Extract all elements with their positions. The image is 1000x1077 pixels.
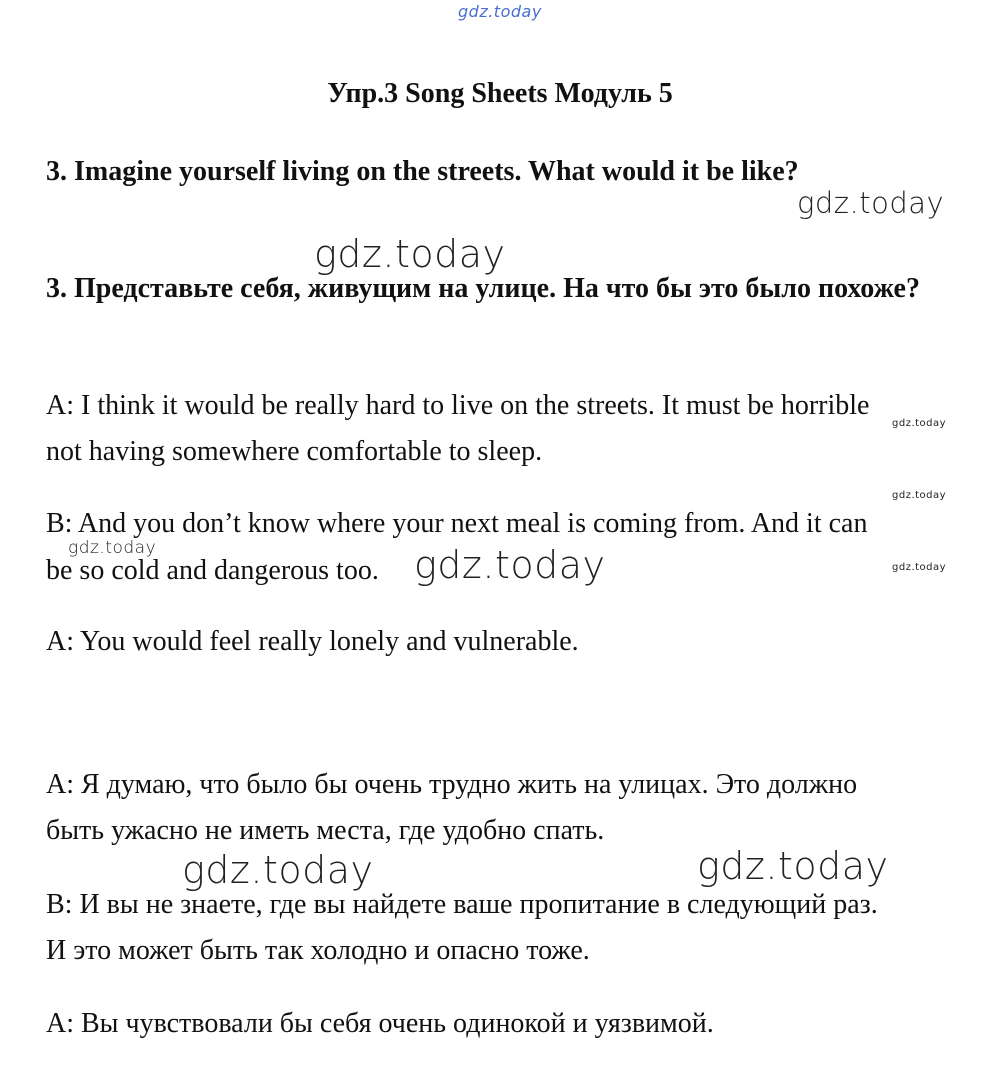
watermark: gdz.today [68,538,157,558]
watermark: gdz.today [892,418,947,429]
dialogue-line-ru: А: Вы чувствовали бы себя очень одинокой и уязвимой. [46,1008,714,1039]
watermark: gdz.today [892,490,947,501]
dialogue-line-en: not having somewhere comfortable to sleep. [46,436,543,467]
task-heading-en: 3. Imagine yourself living on the streets. What would it be like? [46,156,799,187]
dialogue-line-ru: быть ужасно не иметь места, где удобно спать. [46,815,605,846]
dialogue-line-en: A: I think it would be really hard to live on the streets. It must be horrible [46,390,870,421]
watermark: gdz.today [892,562,947,573]
dialogue-line-en: B: And you don’t know where your next meal is coming from. And it can [46,508,868,539]
task-heading-ru: 3. Представьте себя, живущим на улице. На что бы это было похоже? [46,273,920,304]
watermark: gdz.today [797,186,945,220]
watermark: gdz.today [414,543,606,587]
dialogue-line-ru: А: Я думаю, что было бы очень трудно жить на улицах. Это должно [46,769,858,800]
watermark: gdz.today [697,844,889,888]
dialogue-line-ru: И это может быть так холодно и опасно тоже. [46,935,590,966]
watermark: gdz.today [314,232,506,276]
dialogue-line-en: be so cold and dangerous too. [46,555,379,586]
watermark: gdz.today [182,848,374,892]
dialogue-line-ru: В: И вы не знаете, где вы найдете ваше пропитание в следующий раз. [46,889,878,920]
dialogue-line-en: A: You would feel really lonely and vulnerable. [46,626,579,657]
page-title: Упр.3 Song Sheets Модуль 5 [327,78,673,109]
watermark-top: gdz.today [458,2,542,21]
